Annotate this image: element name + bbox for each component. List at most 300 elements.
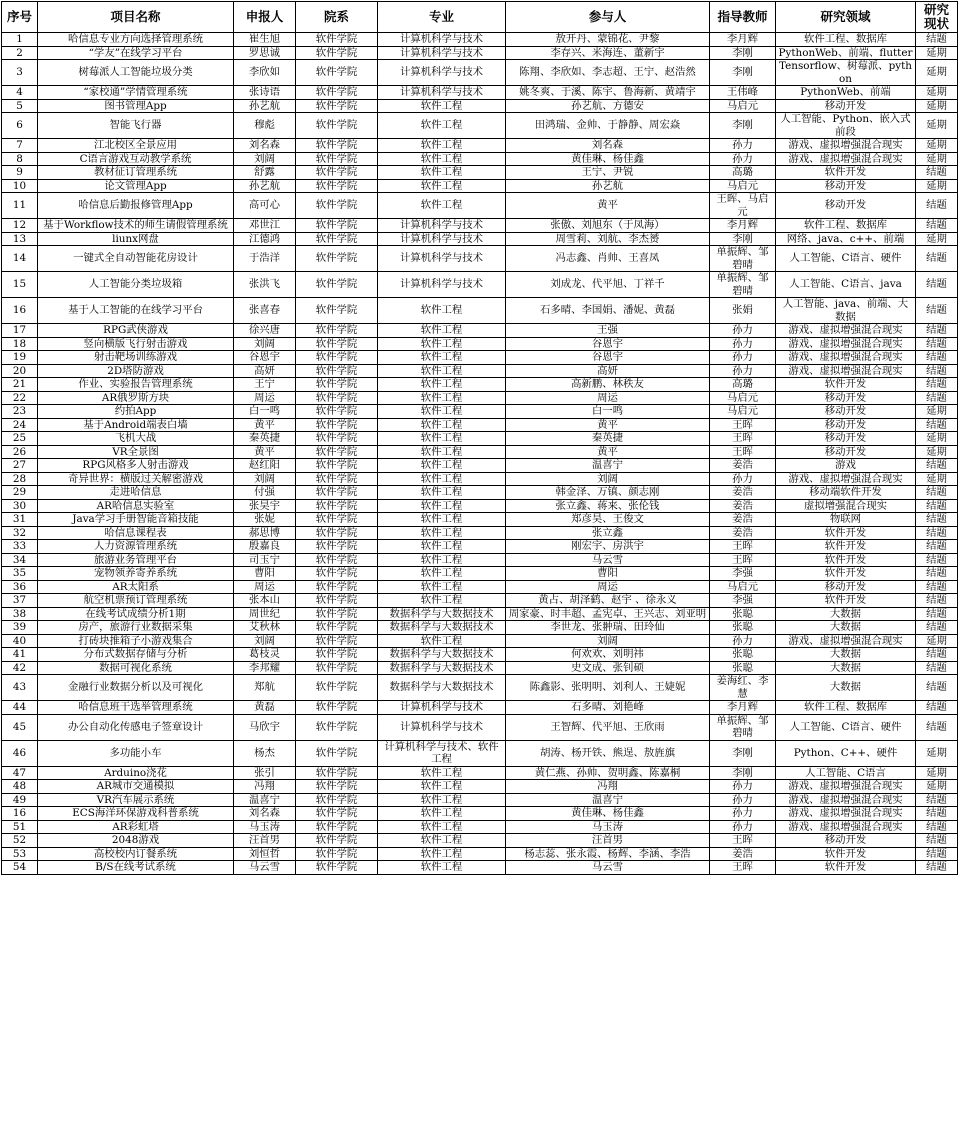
table-row [2, 166, 958, 180]
cell-department: 软件学院 [296, 391, 378, 405]
cell-research-field: 游戏、虚拟增强混合现实 [776, 152, 916, 166]
cell-applicant: 刘阔 [234, 472, 296, 486]
cell-advisor: 李刚 [710, 232, 776, 246]
cell-index: 27 [2, 459, 38, 473]
table-row [2, 99, 958, 113]
cell-research-field: 游戏、虚拟增强混合现实 [776, 364, 916, 378]
cell-project-name: 在线考试成绩分析1期 [38, 607, 234, 621]
table-row [2, 607, 958, 621]
cell-advisor: 姜浩 [710, 499, 776, 513]
cell-department: 软件学院 [296, 152, 378, 166]
table-row [2, 179, 958, 193]
cell-project-name: “家校通”学情管理系统 [38, 86, 234, 100]
cell-project-name: 基于Android端表白墙 [38, 418, 234, 432]
cell-major: 软件工程 [378, 337, 506, 351]
cell-major: 软件工程 [378, 486, 506, 500]
cell-status: 延期 [916, 740, 958, 766]
cell-status: 延期 [916, 139, 958, 153]
cell-advisor: 马启元 [710, 99, 776, 113]
cell-participants: 刘成龙、代平旭、丁祥千 [506, 272, 710, 298]
cell-department: 软件学院 [296, 60, 378, 86]
cell-participants: 黄佳琳、杨佳鑫 [506, 152, 710, 166]
cell-participants: 胡涛、杨开铁、熊逞、敖旌旗 [506, 740, 710, 766]
table-row [2, 780, 958, 794]
cell-project-name: 2D塔防游戏 [38, 364, 234, 378]
cell-major: 软件工程 [378, 179, 506, 193]
cell-status: 结题 [916, 861, 958, 875]
cell-advisor: 马启元 [710, 179, 776, 193]
cell-applicant: 孙艺航 [234, 179, 296, 193]
cell-major: 软件工程 [378, 513, 506, 527]
cell-participants: 谷恩宇 [506, 337, 710, 351]
cell-advisor: 王晖 [710, 445, 776, 459]
cell-participants: 田鸿瑞、金帅、于静静、周宏焱 [506, 113, 710, 139]
cell-project-name: 论文管理App [38, 179, 234, 193]
cell-advisor: 单振辉、邹碧晴 [710, 714, 776, 740]
cell-major: 数据科学与大数据技术 [378, 607, 506, 621]
cell-major: 计算机科学与技术 [378, 33, 506, 47]
cell-advisor: 李刚 [710, 113, 776, 139]
cell-department: 软件学院 [296, 553, 378, 567]
cell-advisor: 李月辉 [710, 33, 776, 47]
cell-research-field: 人工智能、C语言 [776, 766, 916, 780]
cell-index: 53 [2, 847, 38, 861]
cell-project-name: 打砖块推箱子小游戏集合 [38, 634, 234, 648]
cell-applicant: 司玉宁 [234, 553, 296, 567]
cell-department: 软件学院 [296, 272, 378, 298]
cell-advisor: 李刚 [710, 60, 776, 86]
cell-research-field: 软件开发 [776, 526, 916, 540]
cell-applicant: 张诗语 [234, 86, 296, 100]
cell-applicant: 于浩洋 [234, 246, 296, 272]
cell-project-name: 飞机大战 [38, 432, 234, 446]
cell-major: 软件工程 [378, 780, 506, 794]
cell-major: 软件工程 [378, 432, 506, 446]
cell-applicant: 秦英捷 [234, 432, 296, 446]
cell-applicant: 周运 [234, 580, 296, 594]
table-row [2, 580, 958, 594]
table-row [2, 351, 958, 365]
cell-index: 7 [2, 139, 38, 153]
cell-applicant: 郝思博 [234, 526, 296, 540]
cell-project-name: 分布式数据存储与分析 [38, 648, 234, 662]
cell-applicant: 刘阔 [234, 634, 296, 648]
table-row [2, 33, 958, 47]
cell-major: 软件工程 [378, 847, 506, 861]
table-row [2, 113, 958, 139]
cell-status: 结题 [916, 486, 958, 500]
cell-department: 软件学院 [296, 526, 378, 540]
cell-research-field: 人工智能、Python、嵌入式前段 [776, 113, 916, 139]
cell-department: 软件学院 [296, 405, 378, 419]
cell-participants: 黄仁燕、孙帅、贺明鑫、陈嘉桐 [506, 766, 710, 780]
cell-advisor: 孙力 [710, 351, 776, 365]
cell-applicant: 刘恒哲 [234, 847, 296, 861]
cell-major: 软件工程 [378, 540, 506, 554]
cell-applicant: 张妮 [234, 513, 296, 527]
cell-status: 结题 [916, 324, 958, 338]
cell-participants: 孙艺航 [506, 179, 710, 193]
cell-department: 软件学院 [296, 580, 378, 594]
cell-applicant: 张喜春 [234, 298, 296, 324]
cell-major: 软件工程 [378, 298, 506, 324]
cell-project-name: 教材征订管理系统 [38, 166, 234, 180]
cell-advisor: 李刚 [710, 46, 776, 60]
cell-participants: 陈翔、李欣如、李志超、王宁、赵浩然 [506, 60, 710, 86]
cell-advisor: 孙力 [710, 807, 776, 821]
cell-research-field: 移动开发 [776, 432, 916, 446]
cell-project-name: 哈信息课程表 [38, 526, 234, 540]
cell-advisor: 李刚 [710, 766, 776, 780]
cell-applicant: 马欣宇 [234, 714, 296, 740]
cell-major: 软件工程 [378, 594, 506, 608]
cell-applicant: 张引 [234, 766, 296, 780]
cell-participants: 曹阳 [506, 567, 710, 581]
cell-status: 延期 [916, 634, 958, 648]
cell-major: 软件工程 [378, 364, 506, 378]
cell-advisor: 姜浩 [710, 513, 776, 527]
cell-department: 软件学院 [296, 661, 378, 675]
cell-department: 软件学院 [296, 472, 378, 486]
cell-research-field: 游戏 [776, 459, 916, 473]
table-row [2, 364, 958, 378]
cell-research-field: 软件工程、数据库 [776, 701, 916, 715]
cell-status: 延期 [916, 46, 958, 60]
cell-index: 29 [2, 486, 38, 500]
cell-index: 3 [2, 60, 38, 86]
cell-major: 软件工程 [378, 834, 506, 848]
cell-index: 16 [2, 807, 38, 821]
cell-advisor: 高璐 [710, 166, 776, 180]
cell-advisor: 孙力 [710, 634, 776, 648]
table-row [2, 459, 958, 473]
header-advisor: 指导教师 [710, 2, 776, 33]
cell-research-field: 移动开发 [776, 580, 916, 594]
cell-applicant: 罗思诚 [234, 46, 296, 60]
cell-index: 15 [2, 272, 38, 298]
cell-participants: 敖开丹、蒙锦花、尹黎 [506, 33, 710, 47]
cell-index: 39 [2, 621, 38, 635]
cell-index: 25 [2, 432, 38, 446]
cell-department: 软件学院 [296, 834, 378, 848]
cell-participants: 陈鑫影、张明明、刘利人、王婕妮 [506, 675, 710, 701]
cell-applicant: 高妍 [234, 364, 296, 378]
table-row [2, 540, 958, 554]
cell-participants: 冯志鑫、肖帅、王喜凤 [506, 246, 710, 272]
cell-department: 软件学院 [296, 324, 378, 338]
cell-applicant: 李欣如 [234, 60, 296, 86]
table-row [2, 701, 958, 715]
cell-index: 22 [2, 391, 38, 405]
cell-participants: 黄占、胡泽鹤、赵宇 、徐永义 [506, 594, 710, 608]
cell-advisor: 姜浩 [710, 847, 776, 861]
cell-advisor: 张娟 [710, 298, 776, 324]
table-row [2, 324, 958, 338]
table-row [2, 740, 958, 766]
cell-research-field: 游戏、虚拟增强混合现实 [776, 793, 916, 807]
cell-status: 延期 [916, 113, 958, 139]
cell-applicant: 江德鸿 [234, 232, 296, 246]
cell-applicant: 穆彪 [234, 113, 296, 139]
cell-participants: 高妍 [506, 364, 710, 378]
table-row [2, 634, 958, 648]
cell-research-field: 移动开发 [776, 193, 916, 219]
cell-major: 计算机科学与技术 [378, 232, 506, 246]
cell-research-field: 人工智能、C语言、硬件 [776, 246, 916, 272]
cell-applicant: 郑航 [234, 675, 296, 701]
cell-research-field: 物联网 [776, 513, 916, 527]
cell-applicant: 张昊宇 [234, 499, 296, 513]
cell-project-name: 图书管理App [38, 99, 234, 113]
table-row [2, 567, 958, 581]
cell-advisor: 姜海红、李慧 [710, 675, 776, 701]
cell-major: 软件工程 [378, 459, 506, 473]
cell-participants: 孙艺航、方德安 [506, 99, 710, 113]
table-row [2, 139, 958, 153]
table-row [2, 661, 958, 675]
cell-status: 延期 [916, 86, 958, 100]
cell-applicant: 曹阳 [234, 567, 296, 581]
cell-applicant: 孙艺航 [234, 99, 296, 113]
cell-project-name: “学友”在线学习平台 [38, 46, 234, 60]
cell-research-field: 大数据 [776, 648, 916, 662]
cell-participants: 周雪莉、刘航、李杰赟 [506, 232, 710, 246]
cell-research-field: 软件开发 [776, 540, 916, 554]
table-row [2, 378, 958, 392]
cell-index: 38 [2, 607, 38, 621]
cell-status: 结题 [916, 847, 958, 861]
cell-department: 软件学院 [296, 46, 378, 60]
project-table [1, 1, 958, 875]
cell-department: 软件学院 [296, 594, 378, 608]
cell-research-field: 软件开发 [776, 166, 916, 180]
cell-index: 28 [2, 472, 38, 486]
cell-participants: 黄佳琳、杨佳鑫 [506, 807, 710, 821]
cell-advisor: 张聪 [710, 661, 776, 675]
cell-participants: 周运 [506, 580, 710, 594]
cell-index: 54 [2, 861, 38, 875]
cell-advisor: 王晖 [710, 553, 776, 567]
cell-index: 37 [2, 594, 38, 608]
cell-participants: 刘阔 [506, 472, 710, 486]
cell-index: 9 [2, 166, 38, 180]
cell-index: 41 [2, 648, 38, 662]
cell-advisor: 张聪 [710, 621, 776, 635]
cell-project-name: 江北校区全景应用 [38, 139, 234, 153]
cell-participants: 马玉涛 [506, 820, 710, 834]
cell-research-field: 软件工程、数据库 [776, 33, 916, 47]
cell-index: 52 [2, 834, 38, 848]
cell-project-name: 人工智能分类垃圾箱 [38, 272, 234, 298]
cell-index: 21 [2, 378, 38, 392]
cell-status: 结题 [916, 193, 958, 219]
cell-applicant: 周运 [234, 391, 296, 405]
cell-participants: 张立鑫、蒋来、张伦钱 [506, 499, 710, 513]
cell-research-field: 移动端软件开发 [776, 486, 916, 500]
cell-participants: 温喜宁 [506, 793, 710, 807]
header-major: 专业 [378, 2, 506, 33]
cell-index: 47 [2, 766, 38, 780]
cell-advisor: 李月辉 [710, 219, 776, 233]
cell-project-name: 房产，旅游行业数据采集 [38, 621, 234, 635]
cell-applicant: 艾秋林 [234, 621, 296, 635]
table-row [2, 432, 958, 446]
table-row [2, 675, 958, 701]
cell-status: 结题 [916, 351, 958, 365]
cell-project-name: AR彩虹塔 [38, 820, 234, 834]
cell-status: 结题 [916, 567, 958, 581]
cell-index: 42 [2, 661, 38, 675]
table-row [2, 193, 958, 219]
table-row [2, 418, 958, 432]
cell-applicant: 李邦耀 [234, 661, 296, 675]
table-row [2, 391, 958, 405]
cell-department: 软件学院 [296, 298, 378, 324]
cell-applicant: 葛枝灵 [234, 648, 296, 662]
cell-research-field: PythonWeb、前端 [776, 86, 916, 100]
cell-participants: 王强 [506, 324, 710, 338]
cell-major: 软件工程 [378, 793, 506, 807]
cell-advisor: 孙力 [710, 152, 776, 166]
table-row [2, 246, 958, 272]
cell-project-name: 办公自动化传感电子签章设计 [38, 714, 234, 740]
cell-project-name: 一键式全自动智能花房设计 [38, 246, 234, 272]
cell-advisor: 单振辉、邹碧晴 [710, 246, 776, 272]
cell-participants: 王宁、尹锐 [506, 166, 710, 180]
cell-major: 计算机科学与技术 [378, 60, 506, 86]
cell-department: 软件学院 [296, 364, 378, 378]
cell-index: 6 [2, 113, 38, 139]
cell-participants: 石多晴、刘艳峰 [506, 701, 710, 715]
cell-project-name: Arduino浇花 [38, 766, 234, 780]
cell-department: 软件学院 [296, 567, 378, 581]
cell-project-name: 哈信息班干选举管理系统 [38, 701, 234, 715]
table-row [2, 272, 958, 298]
cell-research-field: 移动开发 [776, 418, 916, 432]
cell-project-name: C语言游戏互动教学系统 [38, 152, 234, 166]
cell-index: 24 [2, 418, 38, 432]
cell-department: 软件学院 [296, 139, 378, 153]
cell-project-name: VR全景图 [38, 445, 234, 459]
cell-index: 26 [2, 445, 38, 459]
cell-department: 软件学院 [296, 607, 378, 621]
header-row [2, 2, 958, 33]
cell-department: 软件学院 [296, 486, 378, 500]
cell-advisor: 王晖 [710, 861, 776, 875]
cell-advisor: 单振辉、邹碧晴 [710, 272, 776, 298]
cell-participants: 张立鑫 [506, 526, 710, 540]
cell-applicant: 王宁 [234, 378, 296, 392]
cell-department: 软件学院 [296, 740, 378, 766]
cell-project-name: 基于Workflow技术的师生请假管理系统 [38, 219, 234, 233]
cell-status: 延期 [916, 232, 958, 246]
cell-major: 软件工程 [378, 391, 506, 405]
cell-project-name: 旅游业务管理平台 [38, 553, 234, 567]
cell-index: 17 [2, 324, 38, 338]
cell-department: 软件学院 [296, 99, 378, 113]
table-row [2, 793, 958, 807]
cell-index: 34 [2, 553, 38, 567]
cell-participants: 郑彦昊、王俊文 [506, 513, 710, 527]
cell-applicant: 邓世江 [234, 219, 296, 233]
cell-research-field: 大数据 [776, 607, 916, 621]
cell-participants: 黄平 [506, 418, 710, 432]
table-row [2, 714, 958, 740]
cell-department: 软件学院 [296, 621, 378, 635]
cell-department: 软件学院 [296, 193, 378, 219]
cell-department: 软件学院 [296, 513, 378, 527]
cell-status: 结题 [916, 621, 958, 635]
cell-applicant: 马云雪 [234, 861, 296, 875]
cell-participants: 秦英捷 [506, 432, 710, 446]
cell-index: 13 [2, 232, 38, 246]
cell-major: 计算机科学与技术 [378, 701, 506, 715]
cell-research-field: 网络、java、c++、前端 [776, 232, 916, 246]
cell-project-name: RPG风格多人射击游戏 [38, 459, 234, 473]
table-row [2, 861, 958, 875]
cell-index: 43 [2, 675, 38, 701]
cell-advisor: 王晖 [710, 834, 776, 848]
cell-research-field: 软件开发 [776, 861, 916, 875]
cell-department: 软件学院 [296, 675, 378, 701]
cell-major: 软件工程 [378, 526, 506, 540]
cell-participants: 史文成、张钊硕 [506, 661, 710, 675]
cell-participants: 杨志蕊、张永霞、杨辉、李涵、李浩 [506, 847, 710, 861]
cell-department: 软件学院 [296, 847, 378, 861]
cell-project-name: Java学习手册智能音箱技能 [38, 513, 234, 527]
cell-applicant: 汪首男 [234, 834, 296, 848]
cell-research-field: 游戏、虚拟增强混合现实 [776, 351, 916, 365]
cell-status: 结题 [916, 298, 958, 324]
cell-project-name: VR汽车展示系统 [38, 793, 234, 807]
cell-index: 48 [2, 780, 38, 794]
cell-research-field: 游戏、虚拟增强混合现实 [776, 780, 916, 794]
cell-status: 结题 [916, 166, 958, 180]
cell-research-field: 人工智能、C语言、硬件 [776, 714, 916, 740]
cell-research-field: 游戏、虚拟增强混合现实 [776, 634, 916, 648]
cell-research-field: PythonWeb、前端、flutter [776, 46, 916, 60]
cell-status: 结题 [916, 607, 958, 621]
cell-participants: 白一鸣 [506, 405, 710, 419]
cell-major: 软件工程 [378, 351, 506, 365]
table-row [2, 594, 958, 608]
header-research-field: 研究领域 [776, 2, 916, 33]
table-row [2, 513, 958, 527]
cell-advisor: 王伟峰 [710, 86, 776, 100]
cell-advisor: 马启元 [710, 391, 776, 405]
cell-advisor: 王晖、马启元 [710, 193, 776, 219]
cell-department: 软件学院 [296, 459, 378, 473]
cell-status: 结题 [916, 219, 958, 233]
cell-index: 45 [2, 714, 38, 740]
cell-research-field: 游戏、虚拟增强混合现实 [776, 472, 916, 486]
table-body [2, 33, 958, 875]
cell-index: 31 [2, 513, 38, 527]
cell-applicant: 徐兴唐 [234, 324, 296, 338]
cell-participants: 冯翔 [506, 780, 710, 794]
cell-department: 软件学院 [296, 766, 378, 780]
cell-applicant: 殷嘉良 [234, 540, 296, 554]
cell-participants: 马云雪 [506, 553, 710, 567]
cell-major: 软件工程 [378, 99, 506, 113]
cell-research-field: 移动开发 [776, 179, 916, 193]
cell-applicant: 舒露 [234, 166, 296, 180]
cell-index: 35 [2, 567, 38, 581]
cell-index: 33 [2, 540, 38, 554]
header-applicant: 申报人 [234, 2, 296, 33]
cell-advisor: 孙力 [710, 820, 776, 834]
cell-major: 计算机科学与技术、软件工程 [378, 740, 506, 766]
